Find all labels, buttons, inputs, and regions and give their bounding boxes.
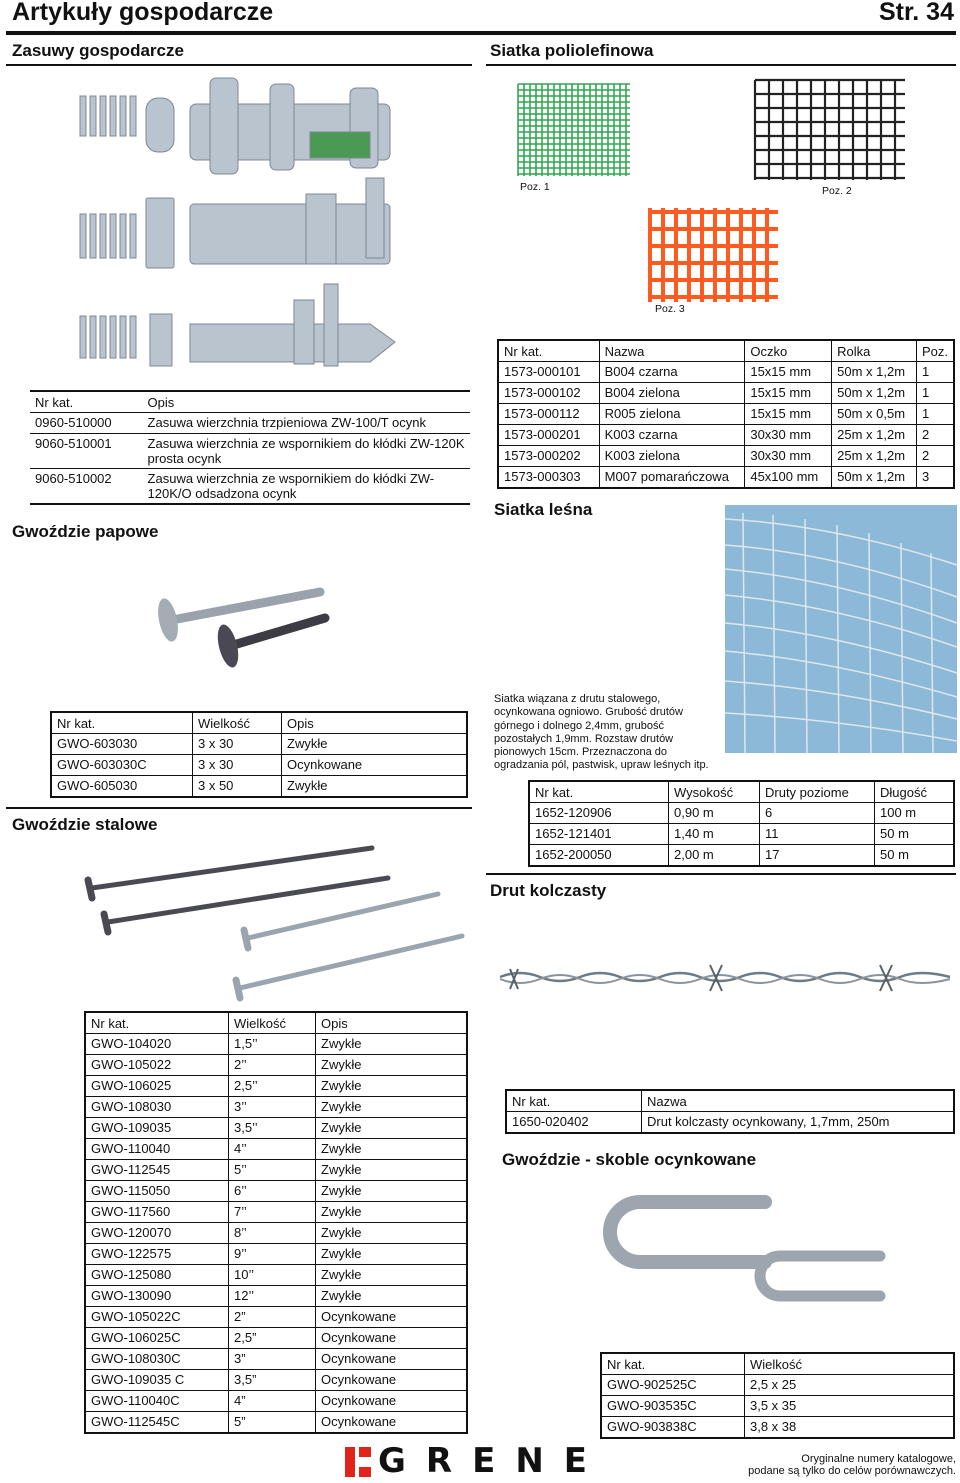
caption-poz1: Poz. 1 xyxy=(520,181,550,193)
table-row: 9060-510002 Zasuwa wierzchnia ze wspornikiem do kłódki ZW-120K/O odsadzona ocynk xyxy=(30,469,470,505)
section-title-stalowe: Gwoździe stalowe xyxy=(12,815,158,834)
section-rule xyxy=(486,873,956,875)
table-row: 9060-510001 Zasuwa wierzchnia ze wspornikiem do kłódki ZW-120K prosta ocynk xyxy=(30,434,470,469)
table-row: 1650-020402 Drut kolczasty ocynkowany, 1,7mm, 250m xyxy=(506,1112,954,1134)
table-row: GWO-120070 8’’ Zwykłe xyxy=(85,1223,467,1244)
table-row: 1652-121401 1,40 m 11 50 m xyxy=(529,824,954,845)
table-row: GWO-109035 3,5’’ Zwykłe xyxy=(85,1118,467,1139)
page-number: Str. 34 xyxy=(878,0,954,26)
drut-table: Nr kat. Nazwa 1650-020402 Drut kolczasty ocynkowany, 1,7mm, 250m xyxy=(505,1089,955,1134)
table-row: GWO-122575 9’’ Zwykłe xyxy=(85,1244,467,1265)
section-title-siatka-poli: Siatka poliolefinowa xyxy=(490,41,654,60)
section-rule xyxy=(486,64,956,66)
table-row: GWO-130090 12’’ Zwykłe xyxy=(85,1286,467,1307)
table-row: 1573-000303 M007 pomarańczowa 45x100 mm 50m x 1,2m 3 xyxy=(498,467,954,489)
table-row: 1573-000101 B004 czarna 15x15 mm 50m x 1,2m 1 xyxy=(498,362,954,383)
siatka-lesna-description: Siatka wiązana z drutu stalowego, ocynkowana ogniowo. Grubość drutów górnego i dolnego 2,4mm, grubość pozostałych 1,9mm. Rozstaw drutów pionowych 15cm. Przeznaczona do ogradzania pól, pastwisk, upraw leśnych itp. xyxy=(494,693,709,772)
forest-fence-image xyxy=(725,505,957,753)
footnote: Oryginalne numery katalogowe, podane są tylko do celów porównawczych. xyxy=(748,1453,956,1477)
table-row: GWO-109035 C 3,5” Ocynkowane xyxy=(85,1370,467,1391)
table-row: GWO-108030C 3” Ocynkowane xyxy=(85,1349,467,1370)
steel-nails-image xyxy=(80,840,480,1000)
col-opis: Opis xyxy=(147,394,175,410)
table-row: GWO-106025 2,5’’ Zwykłe xyxy=(85,1076,467,1097)
stalowe-table: Nr kat. Wielkość Opis GWO-104020 1,5’’ Zwykłe GWO-105022 2’’ Zwykłe GWO-106025 2,5’’ Zwykłe GWO-108030 3’’ Zwykłe GWO-109035 3,5’’ Zwykłe GWO-110040 4’’ Zwykłe GWO-112545 5’’ Zwykłe GWO-115050 6’’ Zwykłe GWO-117560 7’’ Zwykłe GWO-120070 8’’ Zwykłe GWO-122575 9’’ Zwykłe GWO-125080 10’’ Zwykłe GWO-130090 12’’ Zwykłe GWO-105022C 2” Ocynkowane GWO-106025C 2,5” Ocynkowane GWO-108030C 3” Ocynkowane GWO-109035 C 3,5” Ocynkowane GWO-110040C 4” Ocynkowane GWO-112545C 5” Ocynkowane xyxy=(84,1011,468,1434)
brand-mark-icon xyxy=(345,1447,371,1477)
table-row: GWO-903838C 3,8 x 38 xyxy=(601,1417,954,1439)
table-row: 1573-000201 K003 czarna 30x30 mm 25m x 1,2m 2 xyxy=(498,425,954,446)
table-row: GWO-104020 1,5’’ Zwykłe xyxy=(85,1034,467,1055)
section-title-papowe: Gwoździe papowe xyxy=(12,522,159,541)
table-row: GWO-903535C 3,5 x 35 xyxy=(601,1396,954,1417)
page-title: Artykuły gospodarcze xyxy=(12,0,274,26)
zasuwy-table xyxy=(30,390,470,505)
table-row: GWO-110040C 4” Ocynkowane xyxy=(85,1391,467,1412)
table-row: 1573-000112 R005 zielona 15x15 mm 50m x 0,5m 1 xyxy=(498,404,954,425)
table-row: 0960-510000 Zasuwa wierzchnia trzpieniowa ZW-100/T ocynk xyxy=(30,413,470,434)
nail-dark xyxy=(214,618,325,670)
caption-poz2: Poz. 2 xyxy=(822,185,852,197)
mesh-samples-image xyxy=(500,70,950,330)
section-rule xyxy=(6,807,472,809)
papowe-table: Nr kat. Wielkość Opis GWO-603030 3 x 30 Zwykłe GWO-603030C 3 x 30 Ocynkowane GWO-605030 3 x 50 Zwykłe xyxy=(50,711,468,798)
siatka-poli-table: Nr kat. Nazwa Oczko Rolka Poz. 1573-000101 B004 czarna 15x15 mm 50m x 1,2m 1 1573-000102 B004 zielona 15x15 mm 50m x 1,2m 1 1573-000112 R005 zielona 15x15 mm 50m x 0,5m 1 1573-000201 K003 czarna 30x30 mm 25m x 1,2m 2 1573-000202 K003 zielona 30x30 mm 25m x 1,2m 2 1573-000303 M007 pomarańczowa 45x100 mm 50m x 1,2m 3 xyxy=(497,339,955,489)
table-row: GWO-105022C 2” Ocynkowane xyxy=(85,1307,467,1328)
bolts-image xyxy=(70,74,410,374)
table-row: GWO-115050 6’’ Zwykłe xyxy=(85,1181,467,1202)
mesh-black-sample xyxy=(755,80,905,180)
table-row: 1573-000102 B004 zielona 15x15 mm 50m x 1,2m 1 xyxy=(498,383,954,404)
table-row: GWO-117560 7’’ Zwykłe xyxy=(85,1202,467,1223)
table-row: GWO-112545 5’’ Zwykłe xyxy=(85,1160,467,1181)
table-row: 1573-000202 K003 zielona 30x30 mm 25m x 1,2m 2 xyxy=(498,446,954,467)
brand-logo: GRENE xyxy=(378,1441,607,1481)
skoble-table: Nr kat. Wielkość GWO-902525C 2,5 x 25 GWO-903535C 3,5 x 35 GWO-903838C 3,8 x 38 xyxy=(600,1352,955,1439)
roofing-nails-image xyxy=(150,580,330,670)
section-rule xyxy=(6,64,472,66)
caption-poz3: Poz. 3 xyxy=(655,303,685,315)
col-nr: Nr kat. xyxy=(35,394,74,410)
staples-image xyxy=(560,1190,890,1330)
table-row: GWO-110040 4’’ Zwykłe xyxy=(85,1139,467,1160)
screws-group-2 xyxy=(80,214,136,258)
section-title-skoble: Gwoździe - skoble ocynkowane xyxy=(502,1150,757,1169)
screws-group-3 xyxy=(80,316,136,358)
table-row: 1652-200050 2,00 m 17 50 m xyxy=(529,845,954,867)
table-row: GWO-112545C 5” Ocynkowane xyxy=(85,1412,467,1434)
screws-group-1 xyxy=(80,96,136,136)
table-row: GWO-605030 3 x 50 Zwykłe xyxy=(51,776,467,798)
table-row: GWO-108030 3’’ Zwykłe xyxy=(85,1097,467,1118)
table-row: GWO-106025C 2,5” Ocynkowane xyxy=(85,1328,467,1349)
table-row: GWO-603030 3 x 30 Zwykłe xyxy=(51,734,467,755)
table-row: GWO-603030C 3 x 30 Ocynkowane xyxy=(51,755,467,776)
table-row: GWO-125080 10’’ Zwykłe xyxy=(85,1265,467,1286)
mesh-green-sample xyxy=(518,84,630,176)
mesh-orange-sample xyxy=(648,208,778,302)
barbed-wire-image xyxy=(500,955,955,1005)
header-rule xyxy=(6,31,956,35)
section-title-drut: Drut kolczasty xyxy=(490,881,607,900)
table-row: GWO-105022 2’’ Zwykłe xyxy=(85,1055,467,1076)
table-row: 1652-120906 0,90 m 6 100 m xyxy=(529,803,954,824)
section-title-zasuwy: Zasuwy gospodarcze xyxy=(12,41,184,60)
nail-galvanized xyxy=(155,592,320,643)
section-title-siatka-lesna: Siatka leśna xyxy=(494,500,593,519)
siatka-lesna-table: Nr kat. Wysokość Druty poziome Długość 1652-120906 0,90 m 6 100 m 1652-121401 1,40 m 11 50 m 1652-200050 2,00 m 17 50 m xyxy=(528,780,955,867)
table-row: GWO-902525C 2,5 x 25 xyxy=(601,1375,954,1396)
